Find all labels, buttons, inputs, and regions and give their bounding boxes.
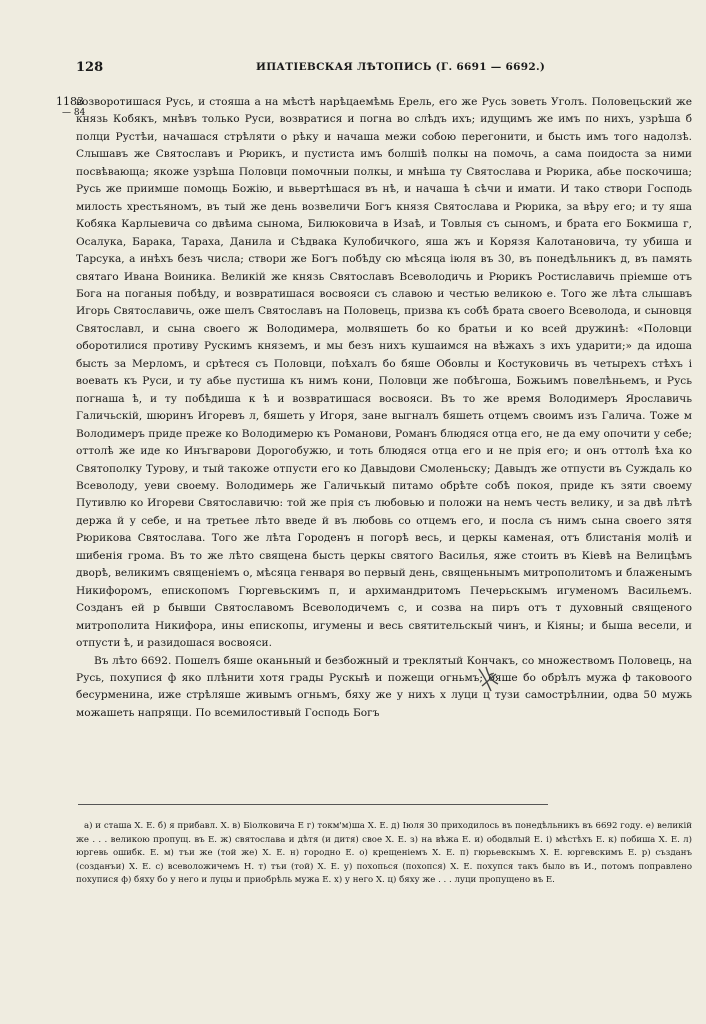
chronicle-paragraph-1: возворотишася Русь, и стояша а на мѣстѣ нарѣцаемѣмь Ерель, его же Русь зоветь Уголъ. Половецьский же князь Кобякъ, мнѣвъ только Руси, возвратися и погна во слѣдъ ихъ; идущимъ же имъ по нихъ, узрѣша б полци Рустѣи, начашася стрѣляти о рѣку и начаша межи собою перегонити, и бысть имъ того надолзѣ. Слышавъ же Святославъ и Рюрикъ, и пустиста имъ болшіѣ полкы на помочь, а сама поидоста за ними посвѣвающа; якоже узрѣша Половци помочныи полкы, и мнѣша ту Святослава и Рюрика, абье поскочиша; Русь же приимше помощь Божію, и вьвертѣшася въ нѣ, и начаша ѣ сѣчи и имати. И тако створи Господь милость хрестьяномъ, въ тый же день возвеличи Богъ князя Святослава и Рюрика, за вѣру его; и ту яша Кобяка Карлыевича со двѣима сынома, Билюковича в Изаѣ, и Товлыя съ сыномъ, и брата его Бокмиша г, Осалука, Барака, Тараха, Данила и Сѣдвака Кулобичкого, яша жъ и Корязя Калотановича, ту убиша и Тарсука, а инѣхъ безъ числа; створи же Богъ побѣду сю мѣсяца іюля въ 30, въ понедѣльникъ д, въ память святаго Ивана Воиника. Великій же князь Святославъ Всеволодичь и Рюрикъ Ростиславичь пріемше отъ Бога на поганыя побѣду, и возвратишася восвояси съ славою и честью великою е. Того же лѣта слышавъ Игорь Святославичь, оже шелъ Святославъ на Половець, призва къ собѣ брата своего Всеволода, и сыновця Святославл, и сына своего ж Володимера, молвяшеть бо ко братьи и ко всей дружинѣ: «Половци оборотилися противу Рускимъ княземъ, и мы безъ нихъ кушаимся на вѣжахъ з ихъ ударити;» да идоша бысть за Мерломъ, и срѣтеся съ Половци, поѣхалъ бо бяше Обовлы и Костуковичь въ четырехъ стѣхъ і воевать къ Руси, и ту абье пустиша къ нимъ кони, Половци же побѣгоша, Божьимъ повелѣньемъ, и Русь погнаша ѣ, и ту побѣдиша к ѣ и возвратишася восвояси. Въ то же время Володимеръ Ярославичь Галичьскій, шюринъ Игоревъ л, бяшеть у Игоря, зане выгналъ бяшеть отцемъ своимъ изъ Галича. Тоже м Володимеръ приде преже ко Володимерю къ Романови, Романъ блюдяся отца его, не да ему опочити у себе; оттолѣ же иде ко Инъгварови Дорогобужю, и тоть блюдяся отца его и не прія его; и онъ оттолѣ ѣха ко Святополку Турову, и тый такоже отпусти его ко Давыдови Смоленьску; Давыдъ же отпусти въ Суждаль ко Всеволоду, уеви своему. Володимерь же Галичькый питамо обрѣте собѣ покоя, приде къ зяти своему Путивлю ко Игореви Святославичю: той же прія съ любовью и положи на немъ честь велику, и за двѣ лѣтѣ держа й у себе, и на третьее лѣто введе й въ любовь со отцемъ его, и посла съ нимъ сына своего зятя Рюрикова Святослава. Того же лѣта Городенъ н погорѣ весь, и церкы каменая, отъ блистанія моліѣ и шибенія грома. Въ то же лѣто священа бысть церкы святого Василья, яже стоить въ Кіевѣ на Велицѣмъ дворѣ, великимъ священіемъ о, мѣсяца генваря во первый день, священьнымъ митрополитомъ и блаженымъ Никифоромъ, епископомъ Гюргевьскимъ п, и архимандритомъ Печерьскымъ игуменомъ Васильемъ. Созданъ ей р бывши Святославомъ Всеволодичемъ с, и созва на пиръ отъ т духовный священого митрополита Никифора, ины епископы, игумены и весь святительскый чинъ, и Кіяны; и быша весели, и отпусти ѣ, и разидошася восвояси. — [76, 96, 692, 650]
footnotes-text: а) и сташа Х. Е. б) я прибавл. Х. в) Біолковича Е г) токм'м)ша Х. Е. д) Іюля 30 приходилось въ понедѣльникъ въ 6692 году. е) великій же . . . великою пропущ. въ Е. ж) святослава и дѣтя (и дитя) свое Х. Е. з) на вѣжа Е. и) ободвлый Е. і) мѣстѣхъ Е. к) побиша Х. Е. л) юргевь ошибк. Е. м) тъи же (той же) Х. Е. н) городно Е. о) крещеніемъ Х. Е. п) гюрьевскымъ Х. Е. юргевскимъ Е. р) създанъ (созданъи) Х. Е. с) всеволожичемъ Н. т) тъи (той) Х. Е. у) похопься (похопся) Х. Е. похупся такъ было въ И., потомъ поправлено похупися ф) бяху бо у него и луцы и приобрѣль мужа Е. х) у него Х. ц) бяху же . . . луци пропущено въ Е. — [76, 821, 692, 886]
chronicle-paragraph-2: Въ лѣто 6692. Пошелъ бяше оканьный и безбожный и треклятый Кончакъ, со множествомъ Половець, на Русь, похупися ф яко плѣнити хотя грады Рускыѣ и пожещи огньмъ; бяше бо обрѣлъ мужа ф таковоого бесурменина, иже стрѣляше живымъ огньмъ, бяху же у нихъ х луци ц тузи самострѣлнии, одва 50 мужь можашеть напрящи. По всемилостивый Господь Богъ — [76, 654, 692, 719]
running-title: ИПАТІЕВСКАЯ ЛѢТОПИСЬ (Г. 6691 — 6692.) — [256, 61, 546, 73]
page-number: 128 — [76, 60, 104, 75]
margin-year-sub: — 84 — [62, 108, 86, 118]
footnote-divider — [78, 804, 548, 805]
page-header — [76, 60, 636, 80]
margin-year: 1183 — [56, 95, 84, 108]
footnotes — [76, 820, 692, 888]
main-text — [76, 94, 692, 722]
pen-mark-icon — [476, 664, 502, 694]
